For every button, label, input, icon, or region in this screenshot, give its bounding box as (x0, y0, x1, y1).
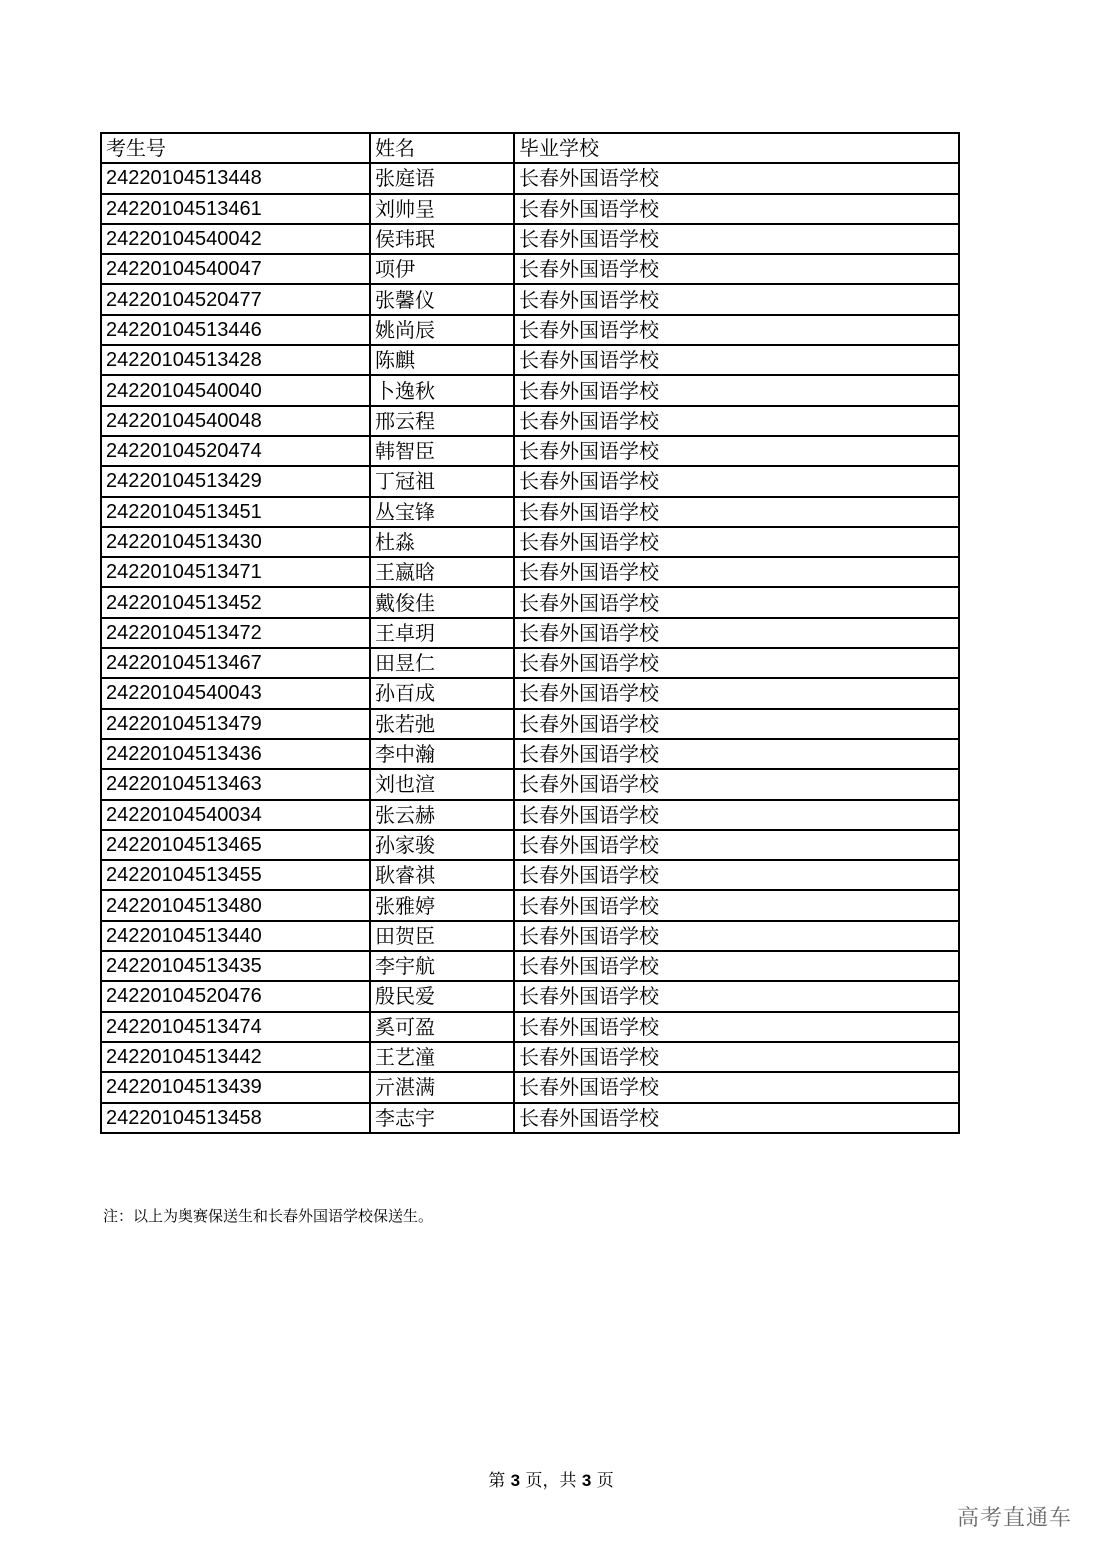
cell-exam-number: 24220104540040 (101, 375, 370, 405)
cell-name: 田昱仁 (370, 648, 514, 678)
cell-exam-number: 24220104513458 (101, 1103, 370, 1133)
cell-exam-number: 24220104513463 (101, 769, 370, 799)
cell-school: 长春外国语学校 (514, 375, 959, 405)
cell-name: 王卓玥 (370, 618, 514, 648)
header-cell-exam-number: 考生号 (101, 133, 370, 163)
cell-school: 长春外国语学校 (514, 951, 959, 981)
cell-exam-number: 24220104513455 (101, 860, 370, 890)
cell-school: 长春外国语学校 (514, 678, 959, 708)
cell-exam-number: 24220104540048 (101, 406, 370, 436)
cell-exam-number: 24220104540042 (101, 224, 370, 254)
table-row (101, 557, 959, 587)
cell-name: 孙百成 (370, 678, 514, 708)
table-row (101, 587, 959, 617)
cell-name: 张若弛 (370, 709, 514, 739)
table-row (101, 800, 959, 830)
cell-school: 长春外国语学校 (514, 284, 959, 314)
cell-name: 杜淼 (370, 527, 514, 557)
cell-exam-number: 24220104540043 (101, 678, 370, 708)
table-row (101, 951, 959, 981)
cell-name: 姚尚辰 (370, 315, 514, 345)
cell-school: 长春外国语学校 (514, 739, 959, 769)
cell-name: 项伊 (370, 254, 514, 284)
cell-name: 丁冠祖 (370, 466, 514, 496)
cell-name: 刘也渲 (370, 769, 514, 799)
table-row (101, 254, 959, 284)
table-row (101, 769, 959, 799)
cell-school: 长春外国语学校 (514, 345, 959, 375)
cell-exam-number: 24220104513465 (101, 830, 370, 860)
footer-total-pages: 3 (581, 1471, 592, 1490)
cell-name: 王嬴晗 (370, 557, 514, 587)
table-row (101, 497, 959, 527)
cell-school: 长春外国语学校 (514, 648, 959, 678)
table-row (101, 830, 959, 860)
cell-exam-number: 24220104513430 (101, 527, 370, 557)
cell-name: 韩智臣 (370, 436, 514, 466)
cell-school: 长春外国语学校 (514, 587, 959, 617)
header-row (101, 133, 959, 163)
page-footer (0, 1470, 1102, 1492)
cell-name: 张馨仪 (370, 284, 514, 314)
table-row (101, 406, 959, 436)
cell-exam-number: 24220104513436 (101, 739, 370, 769)
table-row (101, 375, 959, 405)
cell-exam-number: 24220104513452 (101, 587, 370, 617)
table-row (101, 224, 959, 254)
cell-exam-number: 24220104513429 (101, 466, 370, 496)
table-row (101, 194, 959, 224)
cell-school: 长春外国语学校 (514, 315, 959, 345)
cell-school: 长春外国语学校 (514, 921, 959, 951)
footer-middle: 页，共 (525, 1471, 577, 1491)
cell-school: 长春外国语学校 (514, 1072, 959, 1102)
cell-school: 长春外国语学校 (514, 406, 959, 436)
table-row (101, 1103, 959, 1133)
table-row (101, 739, 959, 769)
cell-exam-number: 24220104513439 (101, 1072, 370, 1102)
cell-school: 长春外国语学校 (514, 709, 959, 739)
cell-school: 长春外国语学校 (514, 527, 959, 557)
cell-exam-number: 24220104520477 (101, 284, 370, 314)
cell-exam-number: 24220104513480 (101, 890, 370, 920)
table-row (101, 163, 959, 193)
table-row (101, 618, 959, 648)
table-row (101, 860, 959, 890)
cell-name: 邢云程 (370, 406, 514, 436)
cell-school: 长春外国语学校 (514, 800, 959, 830)
table-row (101, 315, 959, 345)
cell-name: 亓湛满 (370, 1072, 514, 1102)
table-row (101, 709, 959, 739)
cell-school: 长春外国语学校 (514, 497, 959, 527)
table-row (101, 1072, 959, 1102)
table-row (101, 1042, 959, 1072)
cell-exam-number: 24220104513451 (101, 497, 370, 527)
cell-name: 陈麒 (370, 345, 514, 375)
cell-school: 长春外国语学校 (514, 830, 959, 860)
table-row (101, 284, 959, 314)
cell-exam-number: 24220104513440 (101, 921, 370, 951)
header-cell-school: 毕业学校 (514, 133, 959, 163)
cell-exam-number: 24220104513467 (101, 648, 370, 678)
cell-exam-number: 24220104513428 (101, 345, 370, 375)
cell-name: 耿睿祺 (370, 860, 514, 890)
cell-school: 长春外国语学校 (514, 890, 959, 920)
cell-name: 刘帅呈 (370, 194, 514, 224)
cell-name: 张庭语 (370, 163, 514, 193)
cell-name: 丛宝锋 (370, 497, 514, 527)
cell-name: 张雅婷 (370, 890, 514, 920)
cell-name: 李志宇 (370, 1103, 514, 1133)
table-row (101, 345, 959, 375)
footer-page-number: 3 (510, 1471, 521, 1490)
cell-name: 戴俊佳 (370, 587, 514, 617)
cell-school: 长春外国语学校 (514, 194, 959, 224)
cell-name: 奚可盈 (370, 1012, 514, 1042)
watermark: 高考直通车 (956, 1506, 1072, 1531)
table-row (101, 648, 959, 678)
cell-exam-number: 24220104520476 (101, 981, 370, 1011)
cell-name: 侯玮珉 (370, 224, 514, 254)
table-row (101, 921, 959, 951)
cell-school: 长春外国语学校 (514, 557, 959, 587)
table-row (101, 981, 959, 1011)
cell-name: 孙家骏 (370, 830, 514, 860)
cell-exam-number: 24220104513479 (101, 709, 370, 739)
cell-school: 长春外国语学校 (514, 224, 959, 254)
table-row (101, 1012, 959, 1042)
cell-school: 长春外国语学校 (514, 1103, 959, 1133)
cell-school: 长春外国语学校 (514, 254, 959, 284)
cell-name: 张云赫 (370, 800, 514, 830)
cell-name: 李中瀚 (370, 739, 514, 769)
cell-name: 卜逸秋 (370, 375, 514, 405)
roster-body (101, 133, 959, 1133)
cell-school: 长春外国语学校 (514, 436, 959, 466)
cell-school: 长春外国语学校 (514, 769, 959, 799)
table-row (101, 527, 959, 557)
roster-table (100, 132, 960, 1134)
cell-exam-number: 24220104513472 (101, 618, 370, 648)
cell-name: 李宇航 (370, 951, 514, 981)
table-note: 注：以上为奥赛保送生和长春外国语学校保送生。 (103, 1207, 434, 1225)
footer-suffix: 页 (596, 1471, 614, 1491)
cell-school: 长春外国语学校 (514, 618, 959, 648)
table-row (101, 436, 959, 466)
cell-school: 长春外国语学校 (514, 1012, 959, 1042)
cell-exam-number: 24220104513446 (101, 315, 370, 345)
header-cell-name: 姓名 (370, 133, 514, 163)
cell-exam-number: 24220104513461 (101, 194, 370, 224)
cell-school: 长春外国语学校 (514, 1042, 959, 1072)
cell-school: 长春外国语学校 (514, 163, 959, 193)
cell-school: 长春外国语学校 (514, 981, 959, 1011)
cell-name: 殷民爱 (370, 981, 514, 1011)
table-row (101, 466, 959, 496)
cell-exam-number: 24220104513442 (101, 1042, 370, 1072)
cell-exam-number: 24220104513448 (101, 163, 370, 193)
cell-exam-number: 24220104520474 (101, 436, 370, 466)
table-row (101, 890, 959, 920)
cell-exam-number: 24220104513471 (101, 557, 370, 587)
cell-school: 长春外国语学校 (514, 860, 959, 890)
cell-name: 田贺臣 (370, 921, 514, 951)
footer-prefix: 第 (488, 1471, 506, 1491)
table-row (101, 678, 959, 708)
cell-exam-number: 24220104540047 (101, 254, 370, 284)
cell-name: 王艺潼 (370, 1042, 514, 1072)
cell-exam-number: 24220104540034 (101, 800, 370, 830)
cell-exam-number: 24220104513474 (101, 1012, 370, 1042)
cell-school: 长春外国语学校 (514, 466, 959, 496)
cell-exam-number: 24220104513435 (101, 951, 370, 981)
